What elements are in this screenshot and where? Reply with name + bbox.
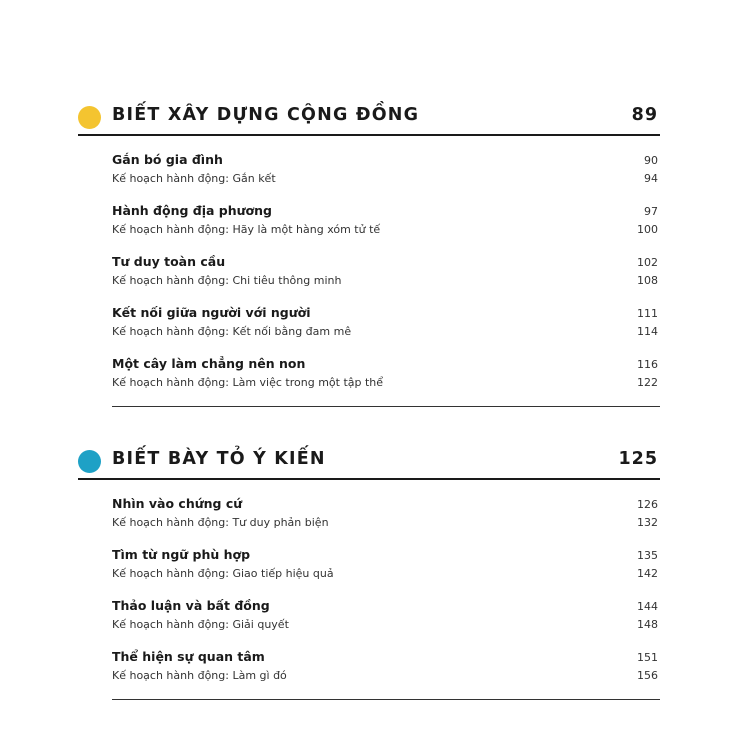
toc-entry [112, 647, 660, 685]
plan-page: 132 [637, 516, 658, 529]
section-page-number: 89 [631, 105, 658, 125]
toc-section-community [78, 100, 660, 407]
plan-page: 142 [637, 567, 658, 580]
toc-entry [112, 354, 660, 392]
plan-title: Kế hoạch hành động: Gắn kết [112, 172, 276, 185]
chapter-title: Thể hiện sự quan tâm [112, 649, 265, 664]
chapter-page: 97 [644, 205, 658, 218]
plan-page: 114 [637, 325, 658, 338]
plan-page: 156 [637, 669, 658, 682]
yellow-dot-icon [78, 106, 101, 129]
section-title: BIẾT BÀY TỎ Ý KIẾN [112, 449, 326, 469]
chapter-page: 102 [637, 256, 658, 269]
chapter-title: Tư duy toàn cầu [112, 254, 226, 269]
chapter-page: 116 [637, 358, 658, 371]
plan-page: 122 [637, 376, 658, 389]
chapter-page: 90 [644, 154, 658, 167]
toc-entry [112, 150, 660, 188]
plan-page: 94 [644, 172, 658, 185]
toc-entry [112, 596, 660, 634]
chapter-title: Tìm từ ngữ phù hợp [112, 547, 251, 562]
section-entries [112, 480, 660, 700]
chapter-page: 151 [637, 651, 658, 664]
chapter-title: Một cây làm chẳng nên non [112, 356, 306, 371]
section-page-number: 125 [618, 449, 658, 469]
plan-title: Kế hoạch hành động: Làm gì đó [112, 669, 287, 682]
chapter-title: Thảo luận và bất đồng [112, 598, 270, 613]
chapter-title: Hành động địa phương [112, 203, 272, 218]
chapter-page: 144 [637, 600, 658, 613]
section-header [78, 444, 660, 480]
toc-entry [112, 494, 660, 532]
toc-section-opinion [78, 444, 660, 700]
blue-dot-icon [78, 450, 101, 473]
chapter-page: 111 [637, 307, 658, 320]
toc-entry [112, 545, 660, 583]
plan-title: Kế hoạch hành động: Giao tiếp hiệu quả [112, 567, 334, 580]
plan-page: 108 [637, 274, 658, 287]
chapter-title: Nhìn vào chứng cứ [112, 496, 243, 511]
toc-entry [112, 303, 660, 341]
plan-title: Kế hoạch hành động: Giải quyết [112, 618, 289, 631]
plan-title: Kế hoạch hành động: Làm việc trong một tập thể [112, 376, 384, 389]
plan-title: Kế hoạch hành động: Tư duy phản biện [112, 516, 329, 529]
toc-entry [112, 201, 660, 239]
plan-title: Kế hoạch hành động: Kết nối bằng đam mê [112, 325, 352, 338]
plan-title: Kế hoạch hành động: Hãy là một hàng xóm tử tế [112, 223, 381, 236]
plan-page: 148 [637, 618, 658, 631]
plan-page: 100 [637, 223, 658, 236]
section-entries [112, 136, 660, 407]
toc-entry [112, 252, 660, 290]
chapter-page: 135 [637, 549, 658, 562]
chapter-title: Kết nối giữa người với người [112, 305, 311, 320]
section-title: BIẾT XÂY DỰNG CỘNG ĐỒNG [112, 105, 420, 125]
chapter-title: Gắn bó gia đình [112, 152, 223, 167]
plan-title: Kế hoạch hành động: Chi tiêu thông minh [112, 274, 342, 287]
section-header [78, 100, 660, 136]
chapter-page: 126 [637, 498, 658, 511]
